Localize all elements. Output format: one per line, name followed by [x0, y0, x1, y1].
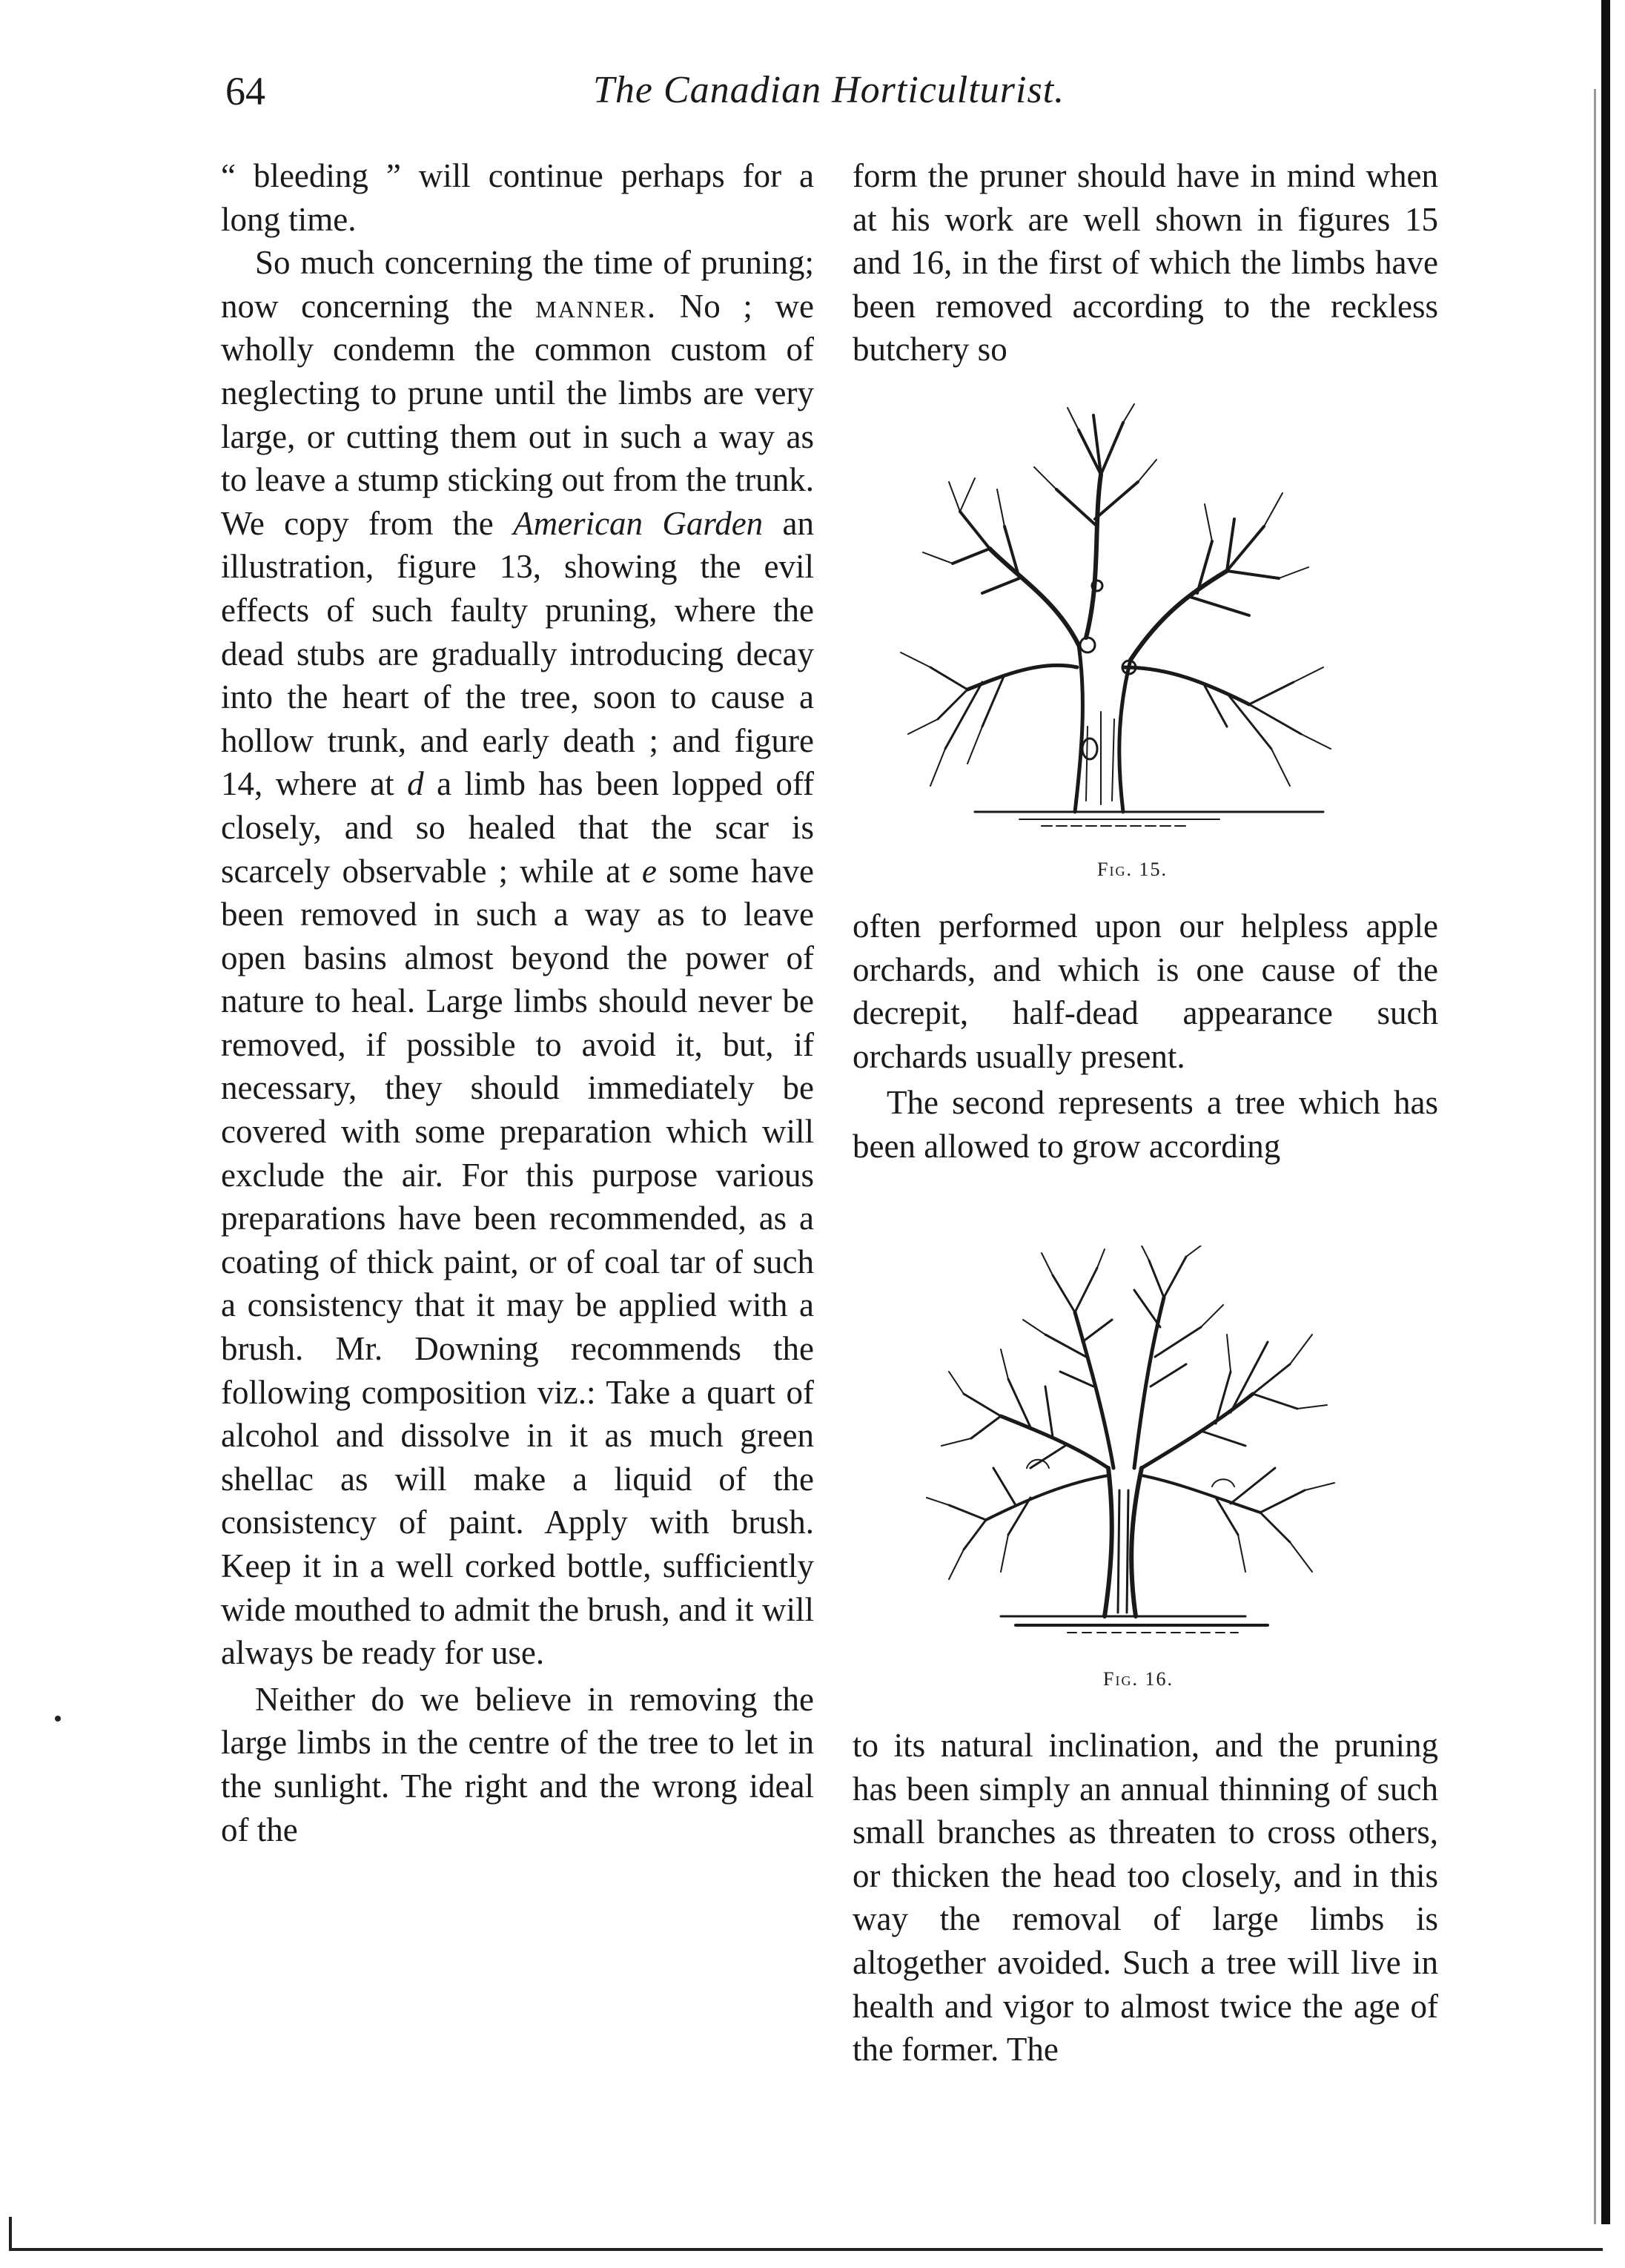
paragraph-bleeding: “ bleeding ” will continue perhaps for a long time. — [221, 157, 814, 238]
page-edge-line — [1594, 89, 1596, 2224]
paragraph-form: form the pruner should have in mind when at his work are well shown in figures 15 and 16, in the first of which the limbs have been removed according to the reckless butchery so — [853, 157, 1438, 368]
paragraph-second-represents: The second represents a tree which has been allowed to grow according — [853, 1084, 1438, 1165]
tree-fig16-drawing — [919, 1246, 1349, 1661]
figure-16-illustration — [919, 1246, 1349, 1661]
italic-source-title: American Garden — [513, 504, 764, 542]
figure-15-caption: Fig. 15. — [1097, 859, 1168, 880]
paragraph-natural-inclination: to its natural inclination, and the pruning has been simply an annual thinning of such small branches as threaten to cross others, or thicken the head too closely, and in this way the removal of large limbs is altogether avoided. Such a tree will live in health and vigor to almost twice the age of the former. The — [853, 1727, 1438, 2069]
running-title: The Canadian Horticulturist. — [593, 69, 1065, 111]
tree-fig15-drawing — [878, 400, 1353, 860]
text-run: a limb has been lopped off closely, and so healed that the scar is scarcely observable ; while at — [221, 765, 815, 890]
text-run: some have been removed in such a way as to leave open basins almost beyond the power of nature to heal. Large limbs should never be removed, if possible to avoid it, but, if necessary, they should immediately be covered with some preparation which will exclude the air. For this purpose various preparations have been recommended, as a coating of thick paint, or of coal tar of such a consistency that it may be applied with a brush. Mr. Downing recommends the following composition viz.: Take a quart of alcohol and dissolve in it as much green shellac as will make a liquid of the consistency of paint. Apply with brush. Keep it in a well corked bottle, sufficiently wide mouthed to admit the brush, and it will always be ready for use. — [221, 852, 815, 1672]
scan-speck — [55, 1716, 61, 1722]
paragraph-manner — [221, 241, 814, 1675]
left-column — [221, 154, 814, 1851]
text-run: No ; we wholly condemn the common custom of neglecting to prune until the limbs are very large, or cutting them out in such a way as to leave a stump sticking out from the trunk. We copy from the — [221, 287, 814, 542]
text-run: So much concerning the time of pruning; now concerning the — [221, 244, 814, 325]
page-number: 64 — [225, 69, 265, 113]
italic-letter-d: d — [407, 765, 424, 803]
right-column-bottom — [853, 1724, 1438, 2072]
text-run: an illustration, figure 13, showing the evil effects of such faulty pruning, where the dead stubs are gradually introducing decay into the heart of the tree, soon to cause a hollow trunk, and early death ; and figure 14, where at — [221, 504, 814, 803]
paragraph-large-limbs: Neither do we believe in removing the large limbs in the centre of the tree to let in the sunlight. The right and the wrong ideal of the — [221, 1680, 814, 1848]
bottom-scan-rule — [9, 2248, 1603, 2251]
italic-letter-e: e — [641, 852, 657, 890]
figure-16-caption: Fig. 16. — [1103, 1668, 1174, 1690]
corner-mark — [9, 2217, 12, 2251]
right-column-top — [853, 154, 1438, 371]
page-edge-shadow — [1601, 0, 1610, 2224]
right-column-middle — [853, 905, 1438, 1168]
small-caps-word: manner. — [535, 287, 658, 325]
figure-15-illustration — [878, 400, 1353, 860]
paragraph-often-performed: often performed upon our helpless apple orchards, and which is one cause of the decrepit, half-dead appearance such orchards usually present. — [853, 907, 1438, 1075]
